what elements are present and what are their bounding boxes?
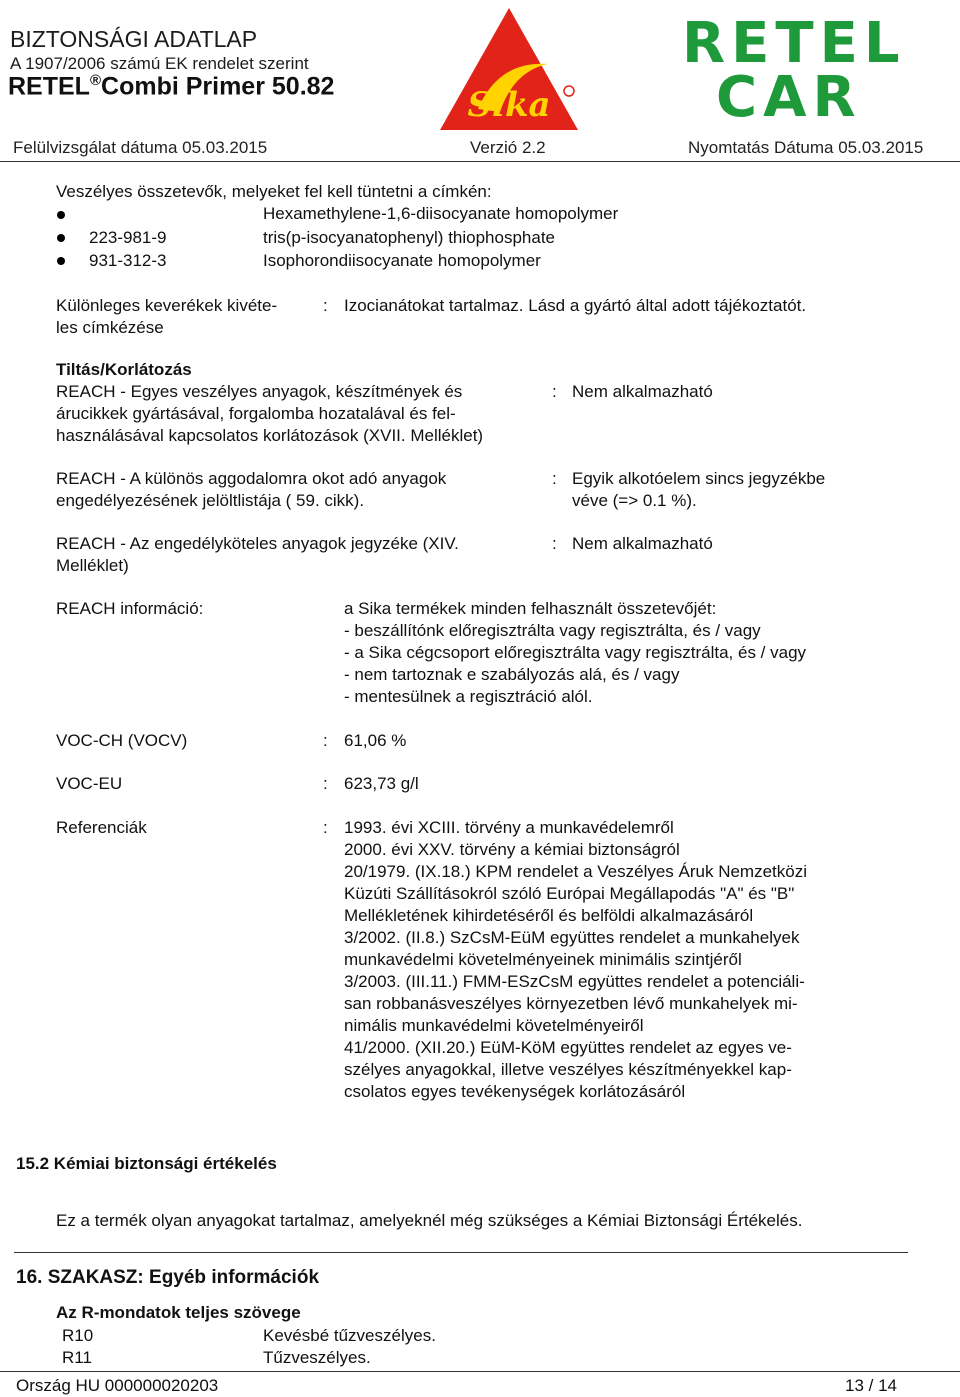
r-phrase-code: R10 (62, 1326, 94, 1345)
bullet-icon (57, 257, 65, 265)
colon: : (323, 296, 328, 315)
references-label: Referenciák (56, 818, 147, 837)
restriction-label: REACH - A különös aggodalomra okot adó anyagok engedélyezésének jelöltlistája ( 59. cikk). (56, 469, 447, 510)
special-labelling-label: Különleges keverékek kivéte- les címkézése (56, 296, 278, 337)
sika-logo-text: Sika (467, 85, 551, 125)
colon: : (552, 469, 557, 488)
print-date: Nyomtatás Dátuma 05.03.2015 (688, 138, 924, 157)
retel-car-logo: RETEL CAR (682, 11, 906, 130)
section-16-heading: 16. SZAKASZ: Egyéb információk (16, 1267, 320, 1288)
r-phrases-heading: Az R-mondatok teljes szövege (56, 1303, 301, 1322)
colon: : (323, 774, 328, 793)
colon: : (552, 534, 557, 553)
section-15-2-text: Ez a termék olyan anyagokat tartalmaz, amelyeknél még szükséges a Kémiai Biztonsági Értékelés. (56, 1211, 803, 1230)
revision-date: Felülvizsgálat dátuma 05.03.2015 (13, 138, 268, 157)
reach-info-text: a Sika termékek minden felhasznált összetevőjét: - beszállítónk előregisztrálta vagy regisztrálta, és / vagy - a Sika cégcsoport előregisztrálta vagy regisztrálta, és / vagy - nem tartoznak e szabályozás alá, és / vagy - mentesülnek a regisztráció alól. (344, 599, 807, 706)
restriction-label: REACH - Az engedélyköteles anyagok jegyzéke (XIV. Melléklet) (56, 534, 459, 575)
hazardous-code: 931-312-3 (89, 251, 167, 270)
colon: : (552, 382, 557, 401)
restriction-value: Nem alkalmazható (572, 382, 713, 401)
sika-logo (438, 4, 580, 134)
bullet-icon (57, 234, 65, 242)
references-list: 1993. évi XCIII. törvény a munkavédelemről 2000. évi XXV. törvény a kémiai biztonságról 20/1979. (IX.18.) KPM rendelet a Veszélyes Áruk Nemzetközi Küzúti Szállításokról szóló Európai Megállapodás "A" és "B" Mellékletének kihirdetéséről és belföldi alkalmazásáról 3/2002. (II.8.) SzCsM-EüM együttes rendelet a munkahelyek munkavédelmi követelményeinek minimális szintjéről 3/2003. (III.11.) FMM-ESzCsM együttes rendelet a potenciáli- san robbanásveszélyes környezetben lévő munkahelyek mi- nimális munkavédelmi követelményeiről 41/2000. (XII.20.) EüM-KöM együttes rendelet az egyes ve- szélyes anyagokkal, illetve veszélyes készítményekkel kap- csolatos egyes tevékenységek korlátozásáról (344, 818, 808, 1101)
colon: : (323, 731, 328, 750)
bullet-icon (57, 211, 65, 219)
page-number: 13 / 14 (845, 1376, 897, 1395)
section-15-2-heading: 15.2 Kémiai biztonsági értékelés (16, 1154, 277, 1173)
colon: : (323, 818, 328, 837)
voc-ch-value: 61,06 % (344, 731, 407, 750)
version: Verzió 2.2 (470, 138, 546, 157)
hazardous-name: Isophorondiisocyanate homopolymer (263, 251, 541, 270)
hazardous-code: 223-981-9 (89, 228, 167, 247)
hazardous-heading: Veszélyes összetevők, melyeket fel kell tüntetni a címkén: (56, 182, 492, 201)
r-phrase-text: Kevésbé tűzveszélyes. (263, 1326, 436, 1345)
regulation-reference: A 1907/2006 számú EK rendelet szerint (10, 54, 309, 73)
product-name: RETEL®Combi Primer 50.82 (8, 72, 335, 101)
r-phrase-text: Tűzveszélyes. (263, 1348, 371, 1367)
footer-divider (0, 1371, 960, 1372)
restriction-label: REACH - Egyes veszélyes anyagok, készítmények és árucikkek gyártásával, forgalomba hozatalával és fel- használásával kapcsolatos korlátozások (XVII. Melléklet) (56, 382, 484, 445)
footer-country: Ország HU 000000020203 (16, 1376, 219, 1395)
voc-eu-value: 623,73 g/l (344, 774, 419, 793)
special-labelling-value: Izocianátokat tartalmaz. Lásd a gyártó által adott tájékoztatót. (344, 296, 807, 315)
section-divider (14, 1252, 908, 1253)
document-title: BIZTONSÁGI ADATLAP (10, 26, 258, 52)
header-divider (0, 161, 960, 162)
restriction-value: Nem alkalmazható (572, 534, 713, 553)
hazardous-name: Hexamethylene-1,6-diisocyanate homopolymer (263, 204, 619, 223)
voc-eu-label: VOC-EU (56, 774, 123, 793)
voc-ch-label: VOC-CH (VOCV) (56, 731, 188, 750)
reach-info-label: REACH információ: (56, 599, 204, 618)
restrictions-heading: Tiltás/Korlátozás (56, 360, 192, 379)
r-phrase-code: R11 (62, 1348, 92, 1367)
restriction-value: Egyik alkotóelem sincs jegyzékbe véve (=> 0.1 %). (572, 469, 826, 510)
hazardous-name: tris(p-isocyanatophenyl) thiophosphate (263, 228, 556, 247)
